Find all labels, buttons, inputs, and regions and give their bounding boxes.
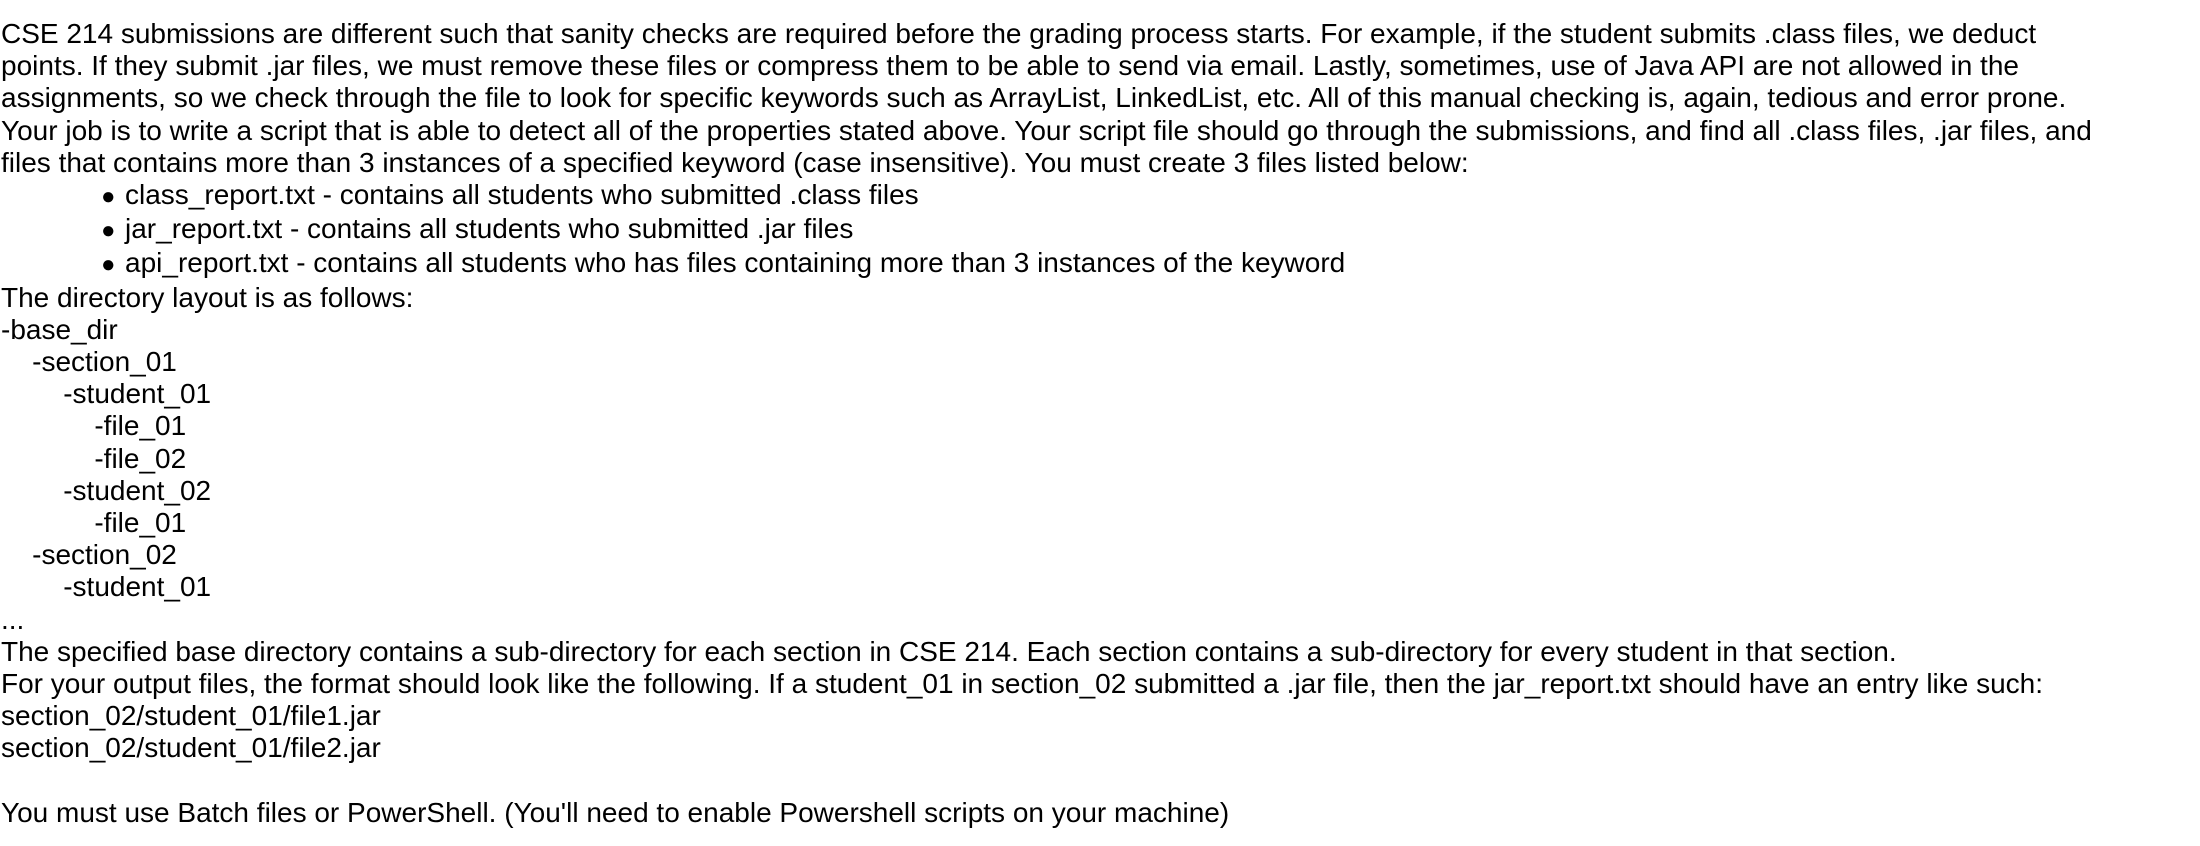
tree-line: -file_01	[1, 410, 187, 442]
intro-paragraph	[1, 18, 2196, 179]
final-note: You must use Batch files or PowerShell. (You'll need to enable Powershell scripts on your machine)	[1, 796, 1230, 828]
intro-line: points. If they submit .jar files, we must remove these files or compress them to be able to send via email. Lastly, sometimes, use of Java API are not allowed in the	[1, 50, 2019, 82]
tree-line: -section_02	[1, 539, 177, 571]
tree-line: -section_01	[1, 346, 177, 378]
bullet-class-report: ● class_report.txt - contains all students who submitted .class files	[1, 179, 2196, 213]
tree-line: -student_01	[1, 378, 212, 410]
example-entry: section_02/student_01/file2.jar	[1, 732, 381, 764]
intro-line: assignments, so we check through the file to look for specific keywords such as ArrayList, LinkedList, etc. All of this manual checking is, again, tedious and error prone.	[1, 82, 2067, 114]
layout-intro: The directory layout is as follows:	[1, 281, 414, 313]
intro-line: files that contains more than 3 instances of a specified keyword (case insensitive). You must create 3 files listed below:	[1, 146, 1469, 178]
example-entry: section_02/student_01/file1.jar	[1, 700, 381, 732]
spacer	[1, 765, 2196, 797]
bullet-api-report: ● api_report.txt - contains all students who has files containing more than 3 instances of the keyword	[1, 247, 2196, 281]
report-files-list	[1, 179, 2196, 282]
output-format-paragraph	[1, 636, 2196, 765]
description-line: The specified base directory contains a sub-directory for each section in CSE 214. Each section contains a sub-directory for every student in that section.	[1, 635, 1897, 667]
intro-line: CSE 214 submissions are different such that sanity checks are required before the grading process starts. For example, if the student submits .class files, we deduct	[1, 18, 2037, 49]
tree-line: -file_02	[1, 442, 187, 474]
directory-tree	[1, 314, 2196, 636]
intro-line: Your job is to write a script that is able to detect all of the properties stated above. Your script file should go through the submissions, and find all .class files, .jar files, and	[1, 114, 2092, 146]
bullet-jar-report: ● jar_report.txt - contains all students who submitted .jar files	[1, 213, 2196, 247]
tree-line: -file_01	[1, 507, 187, 539]
tree-ellipsis: ...	[1, 603, 25, 635]
description-line: For your output files, the format should look like the following. If a student_01 in section_02 submitted a .jar file, then the jar_report.txt should have an entry like such:	[1, 668, 2044, 700]
tree-line: -student_02	[1, 474, 212, 506]
tree-line: -base_dir	[1, 313, 118, 345]
tree-line: -student_01	[1, 571, 212, 603]
